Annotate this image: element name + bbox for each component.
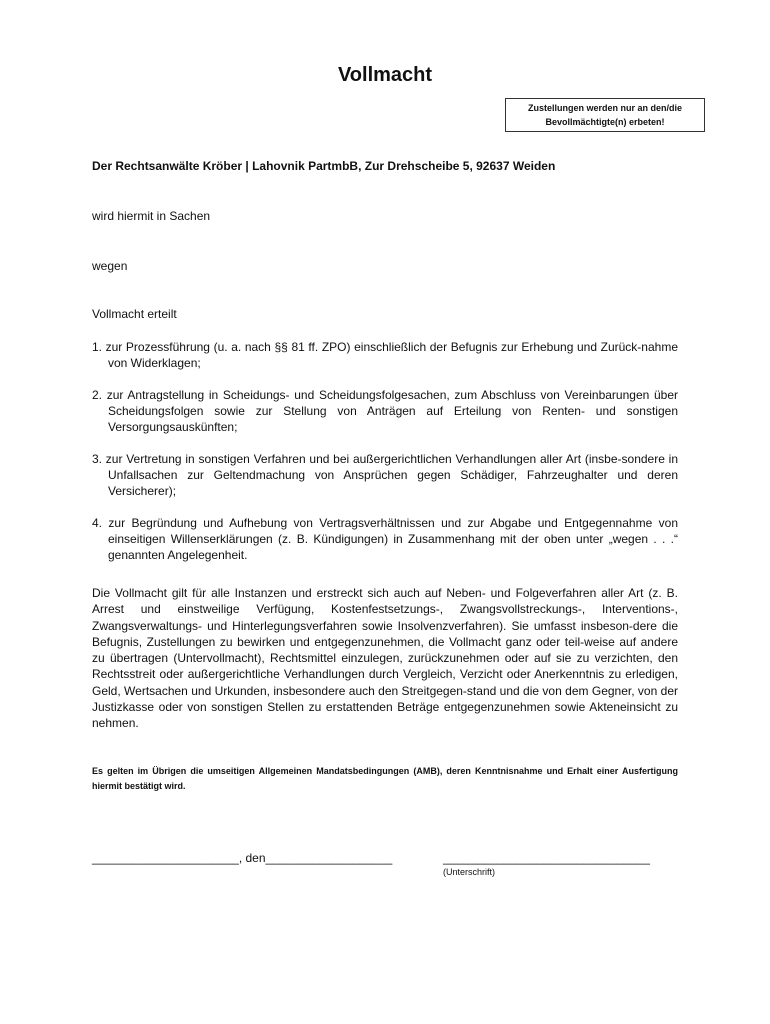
amb-note: Es gelten im Übrigen die umseitigen Allgemeinen Mandatsbedingungen (AMB), deren Kenntnisnahme und Erhalt einer Ausfertigung hiermit bestätigt wird. — [92, 766, 678, 791]
authorization-list — [92, 339, 678, 579]
law-firm-line: Der Rechtsanwälte Kröber | Lahovnik PartmbB, Zur Drehscheibe 5, 92637 Weiden — [92, 159, 556, 173]
signature-field[interactable]: _______________________________ — [443, 851, 650, 865]
authorization-item-3: 3. zur Vertretung in sonstigen Verfahren und bei außergerichtlichen Verhandlungen aller Art (insbe-sondere in Unfallsachen zur Geltendmachung von Ansprüchen gegen Schädiger, Fahrzeughalter und deren Versicherer); — [92, 452, 678, 498]
signature-caption: (Unterschrift) — [443, 867, 496, 877]
in-sachen-line: wird hiermit in Sachen — [92, 209, 211, 223]
vollmacht-erteilt-line: Vollmacht erteilt — [92, 307, 177, 321]
wegen-line: wegen — [92, 259, 128, 273]
delivery-notice-line-2: Bevollmächtigte(n) erbeten! — [545, 117, 665, 127]
document-title: Vollmacht — [337, 64, 433, 86]
authorization-item-4: 4. zur Begründung und Aufhebung von Vertragsverhältnissen und zur Abgabe und Entgegennahme von einseitigen Willenserklärungen (z. B. Kündigungen) in Zusammenhang mit der oben unter „wegen . . .“ genannten Angelegenheit. — [92, 516, 678, 562]
delivery-notice-box — [505, 98, 705, 132]
scope-paragraph: Die Vollmacht gilt für alle Instanzen und erstreckt sich auch auf Neben- und Folgeverfahren aller Art (z. B. Arrest und einstweilige Verfügung, Kostenfestsetzungs-, Zwangsvollstreckungs-, Interventions-, Zwangsverwaltungs- und Hinterlegungsverfahren sowie Insolvenzverfahren). Sie umfasst insbeson-dere die Befugnis, Zustellungen zu bewirken und entgegenzunehmen, die Vollmacht ganz oder teil-weise auf andere zu übertragen (Untervollmacht), Rechtsmittel einzulegen, zurückzunehmen oder auf sie zu verzichten, den Rechtsstreit oder außergerichtliche Verhandlungen durch Vergleich, Verzicht oder Anerkenntnis zu erledigen, Geld, Wertsachen und Urkunden, insbesondere auch den Streitgegen-stand und die von dem Gegner, von der Justizkasse oder von sonstigen Stellen zu erstattenden Beträge entgegenzunehmen sowie Akteneinsicht zu nehmen. — [92, 586, 678, 731]
authorization-item-1: 1. zur Prozessführung (u. a. nach §§ 81 ff. ZPO) einschließlich der Befugnis zur Erhebung und Zurück-nahme von Widerklagen; — [92, 340, 678, 370]
authorization-item-2: 2. zur Antragstellung in Scheidungs- und Scheidungsfolgesachen, zum Abschluss von Vereinbarungen über Scheidungsfolgen sowie zur Stellung von Anträgen auf Erteilung von Renten- und sonstigen Versorgungsauskünften; — [92, 388, 678, 434]
delivery-notice-line-1: Zustellungen werden nur an den/die — [527, 103, 682, 113]
place-date-field[interactable]: ______________________, den___________________ — [92, 851, 393, 865]
